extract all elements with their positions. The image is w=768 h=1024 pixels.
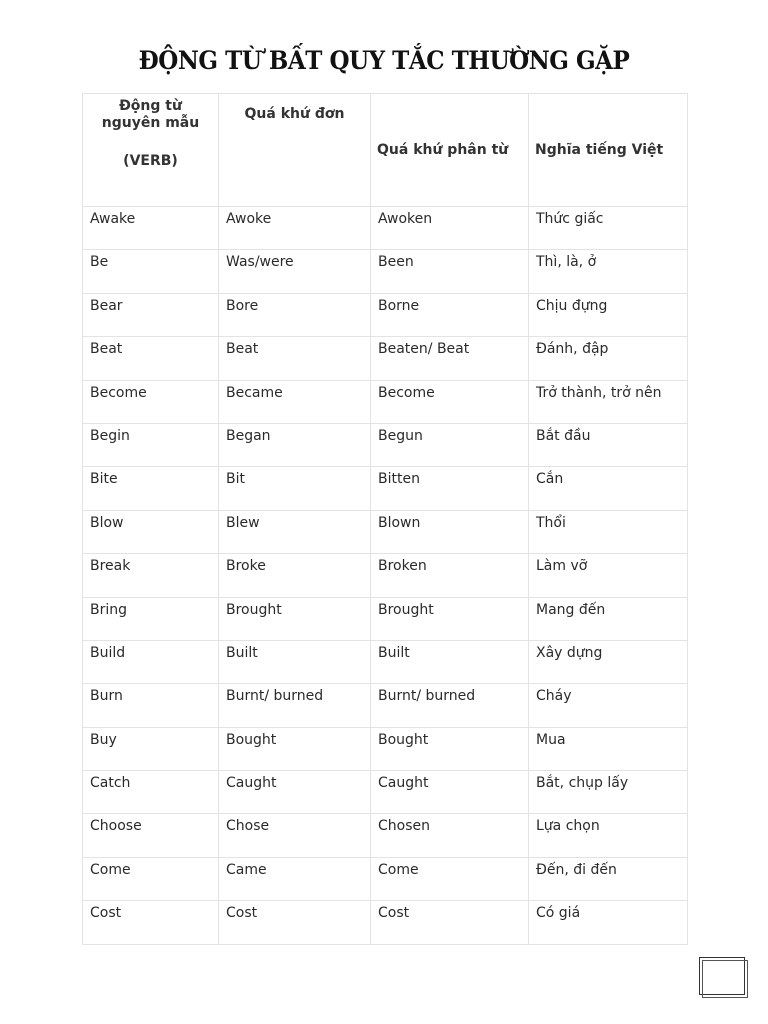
cell-past-simple: Built bbox=[219, 640, 371, 683]
cell-meaning: Bắt, chụp lấy bbox=[529, 771, 688, 814]
cell-meaning: Đến, đi đến bbox=[529, 857, 688, 900]
table-row bbox=[83, 467, 688, 510]
cell-base-verb: Begin bbox=[83, 423, 219, 466]
header-past-participle: Quá khứ phân từ bbox=[371, 94, 529, 207]
table-row bbox=[83, 337, 688, 380]
cell-past-simple: Bore bbox=[219, 293, 371, 336]
cell-past-simple: Began bbox=[219, 423, 371, 466]
table-row bbox=[83, 901, 688, 944]
cell-past-participle: Become bbox=[371, 380, 529, 423]
cell-base-verb: Bite bbox=[83, 467, 219, 510]
table-row bbox=[83, 640, 688, 683]
cell-meaning: Thổi bbox=[529, 510, 688, 553]
table-row bbox=[83, 207, 688, 250]
cell-base-verb: Bring bbox=[83, 597, 219, 640]
cell-past-simple: Chose bbox=[219, 814, 371, 857]
cell-past-participle: Come bbox=[371, 857, 529, 900]
cell-past-simple: Caught bbox=[219, 771, 371, 814]
cell-base-verb: Cost bbox=[83, 901, 219, 944]
cell-meaning: Bắt đầu bbox=[529, 423, 688, 466]
cell-meaning: Trở thành, trở nên bbox=[529, 380, 688, 423]
table-row bbox=[83, 380, 688, 423]
cell-past-participle: Bitten bbox=[371, 467, 529, 510]
cell-past-simple: Bit bbox=[219, 467, 371, 510]
cell-base-verb: Come bbox=[83, 857, 219, 900]
cell-meaning: Mang đến bbox=[529, 597, 688, 640]
header-base-verb bbox=[83, 94, 219, 207]
cell-base-verb: Choose bbox=[83, 814, 219, 857]
cell-past-participle: Awoken bbox=[371, 207, 529, 250]
table-row bbox=[83, 814, 688, 857]
table-row bbox=[83, 554, 688, 597]
cell-past-participle: Built bbox=[371, 640, 529, 683]
cell-base-verb: Awake bbox=[83, 207, 219, 250]
cell-base-verb: Burn bbox=[83, 684, 219, 727]
irregular-verbs-table bbox=[82, 93, 688, 945]
cell-past-simple: Came bbox=[219, 857, 371, 900]
cell-past-simple: Was/were bbox=[219, 250, 371, 293]
table-row bbox=[83, 510, 688, 553]
table-row bbox=[83, 293, 688, 336]
cell-past-participle: Begun bbox=[371, 423, 529, 466]
table-row bbox=[83, 423, 688, 466]
cell-meaning: Có giá bbox=[529, 901, 688, 944]
cell-past-simple: Beat bbox=[219, 337, 371, 380]
page-corner-box bbox=[699, 957, 745, 995]
cell-past-simple: Blew bbox=[219, 510, 371, 553]
cell-past-participle: Chosen bbox=[371, 814, 529, 857]
cell-base-verb: Blow bbox=[83, 510, 219, 553]
cell-past-participle: Burnt/ burned bbox=[371, 684, 529, 727]
cell-meaning: Mua bbox=[529, 727, 688, 770]
cell-base-verb: Build bbox=[83, 640, 219, 683]
header-verb-tag: (VERB) bbox=[123, 153, 178, 169]
cell-past-participle: Caught bbox=[371, 771, 529, 814]
page-title: ĐỘNG TỪ BẤT QUY TẮC THƯỜNG GẶP bbox=[138, 46, 630, 75]
cell-past-participle: Bought bbox=[371, 727, 529, 770]
cell-meaning: Đánh, đập bbox=[529, 337, 688, 380]
cell-past-participle: Cost bbox=[371, 901, 529, 944]
table-body bbox=[83, 207, 688, 945]
cell-past-simple: Cost bbox=[219, 901, 371, 944]
table-row bbox=[83, 684, 688, 727]
table-row bbox=[83, 857, 688, 900]
cell-meaning: Cắn bbox=[529, 467, 688, 510]
cell-past-simple: Brought bbox=[219, 597, 371, 640]
header-vietnamese-meaning: Nghĩa tiếng Việt bbox=[529, 94, 688, 207]
cell-base-verb: Be bbox=[83, 250, 219, 293]
cell-past-participle: Beaten/ Beat bbox=[371, 337, 529, 380]
header-base-verb-line1: Động từ bbox=[119, 98, 182, 114]
cell-meaning: Thì, là, ở bbox=[529, 250, 688, 293]
cell-base-verb: Bear bbox=[83, 293, 219, 336]
header-base-verb-line2: nguyên mẫu bbox=[101, 115, 200, 131]
table-header-row bbox=[83, 94, 688, 207]
cell-base-verb: Become bbox=[83, 380, 219, 423]
cell-past-simple: Burnt/ burned bbox=[219, 684, 371, 727]
table-row bbox=[83, 771, 688, 814]
cell-past-simple: Awoke bbox=[219, 207, 371, 250]
cell-past-participle: Broken bbox=[371, 554, 529, 597]
cell-base-verb: Break bbox=[83, 554, 219, 597]
table-row bbox=[83, 250, 688, 293]
cell-past-simple: Bought bbox=[219, 727, 371, 770]
cell-past-participle: Been bbox=[371, 250, 529, 293]
cell-past-simple: Became bbox=[219, 380, 371, 423]
table-row bbox=[83, 727, 688, 770]
table-row bbox=[83, 597, 688, 640]
cell-meaning: Lựa chọn bbox=[529, 814, 688, 857]
cell-past-simple: Broke bbox=[219, 554, 371, 597]
header-past-simple: Quá khứ đơn bbox=[219, 94, 371, 207]
cell-base-verb: Beat bbox=[83, 337, 219, 380]
cell-meaning: Chịu đựng bbox=[529, 293, 688, 336]
cell-past-participle: Blown bbox=[371, 510, 529, 553]
cell-past-participle: Brought bbox=[371, 597, 529, 640]
cell-meaning: Xây dựng bbox=[529, 640, 688, 683]
cell-meaning: Cháy bbox=[529, 684, 688, 727]
cell-base-verb: Catch bbox=[83, 771, 219, 814]
cell-meaning: Làm vỡ bbox=[529, 554, 688, 597]
cell-past-participle: Borne bbox=[371, 293, 529, 336]
cell-meaning: Thức giấc bbox=[529, 207, 688, 250]
cell-base-verb: Buy bbox=[83, 727, 219, 770]
